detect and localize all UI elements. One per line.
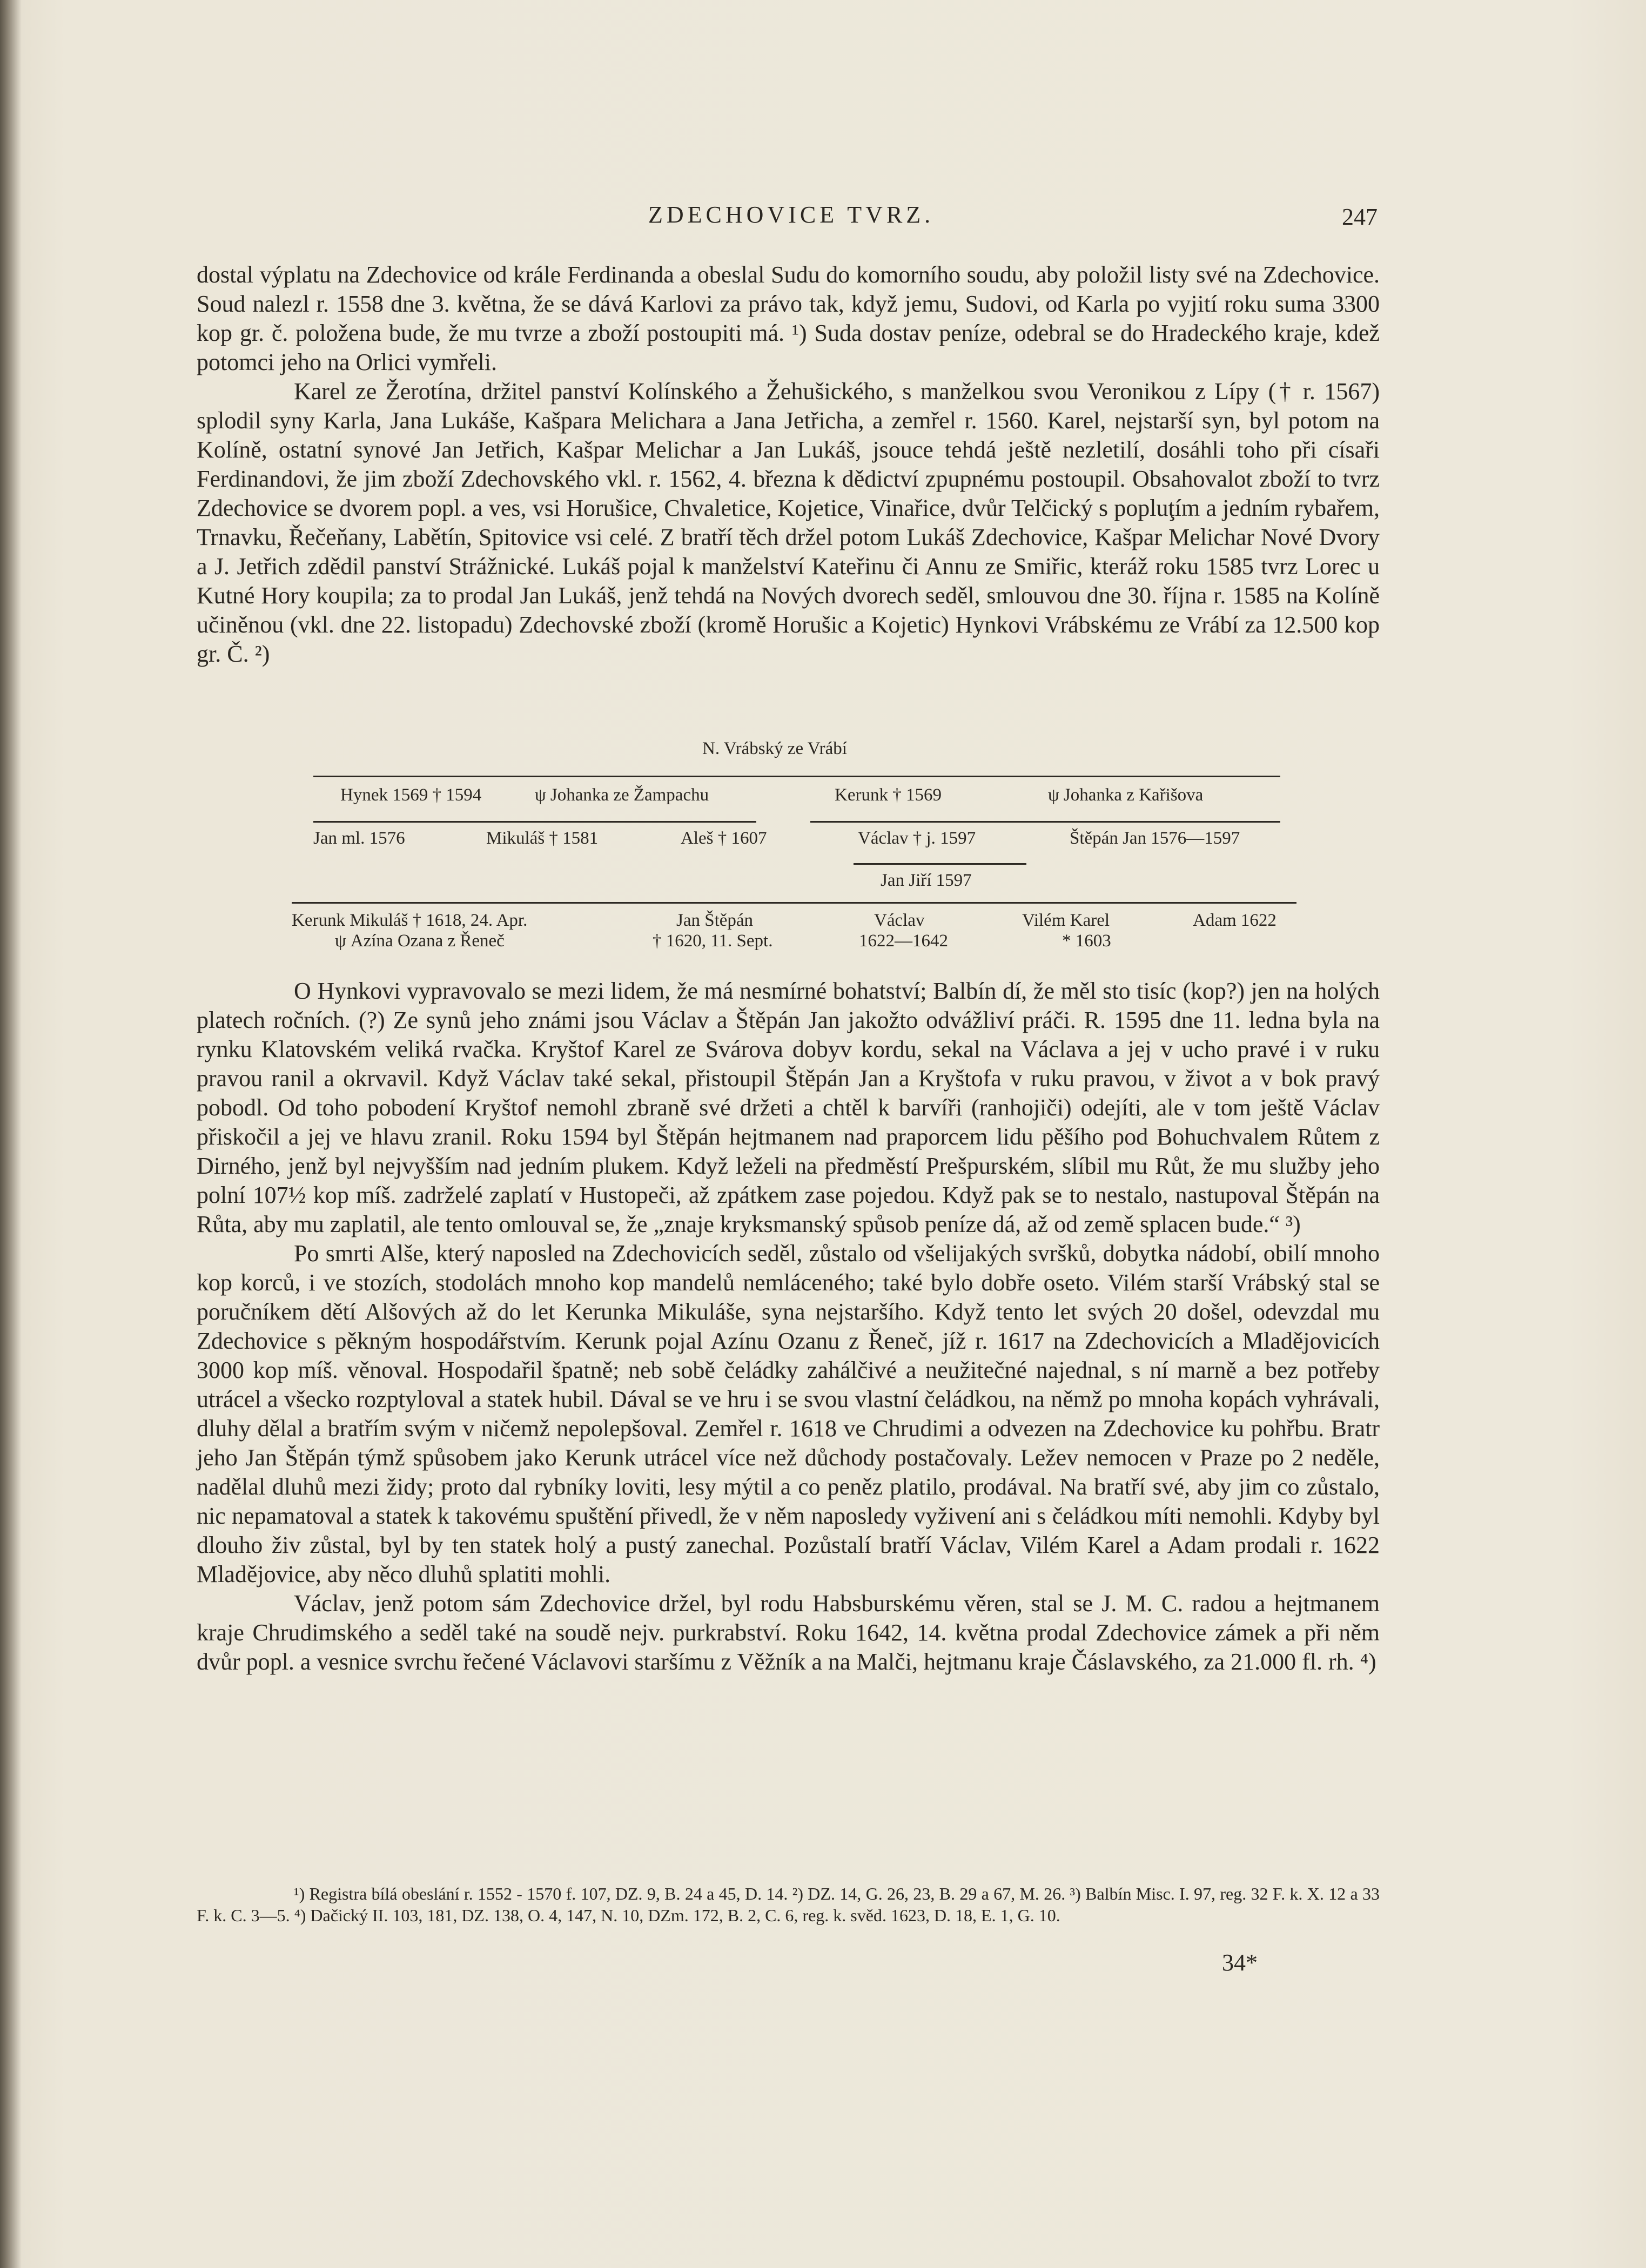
paragraph: O Hynkovi vypravovalo se mezi lidem, že má nesmírné bohatství; Balbín dí, že měl sto tisíc (kop?) jen na holých platech ročních. (?) Ze synů jeho známi jsou Václav a Štěpán Jan jakožto odvážliví práči. R. 1595 dne 11. ledna byla na rynku Klatovském veliká rvačka. Kryštof Karel ze Svárova dobyv kordu, sekal na Václava a jej v ucho pravé i v ruku pravou ranil a okrvavil. Když Václav také sekal, přistoupil Štěpán Jan a Kryštofa v ruku pravou, v život a v bok pravý pobodl. Od toho pobodení Kryštof nemohl zbraně své držeti a chtěl k barvíři (ranhojiči) odejíti, ale v tom ještě Václav přiskočil a jej ve hlavu zranil. Roku 1594 byl Štěpán hejtmanem nad praporcem lidu pěšího pod Bohuchvalem Růtem z Dirného, jenž byl nejvyšším nad jedním plukem. Když leželi na předměstí Prešpurském, slíbil mu Růt, že mu služby jeho polní 107½ kop míš. zadrželé zaplatí v Hustopeči, až zpátkem zase pojedou. Když pak se to nestalo, nastupoval Štěpán na Růta, aby mu zaplatil, ale tento omlouval se, že „znaje kryksmanský spůsob peníze dá, až od země splacen bude.“ ³)	[197, 978, 1380, 1237]
paragraph: dostal výplatu na Zdechovice od krále Ferdinanda a obeslal Sudu do komorního soudu, aby položil listy své na Zdechovice. Soud nalezl r. 1558 dne 3. května, že se dává Karlovi za právo tak, když jemu, Sudovi, od Karla po vyjití roku suma 3300 kop gr. č. položena bude, že mu tvrze a zboží postoupiti má. ¹) Suda dostav peníze, odebral se do Hradeckého kraje, kdež potomci jeho na Orlici vymřeli.	[197, 261, 1380, 375]
genealogy-person: Hynek 1569 † 1594	[340, 785, 482, 805]
genealogy-person: Adam 1622	[1193, 911, 1277, 930]
body-text-upper	[197, 260, 1380, 669]
genealogy-person: Štěpán Jan 1576—1597	[1070, 829, 1240, 848]
genealogy-person: * 1603	[1062, 931, 1111, 951]
genealogy-person: Mikuláš † 1581	[486, 829, 599, 848]
genealogy-person: Jan Jiří 1597	[881, 871, 972, 890]
page-header	[194, 201, 1378, 235]
genealogy-root: N. Vrábský ze Vrábí	[702, 739, 847, 758]
genealogy-rule	[292, 902, 1296, 904]
genealogy-rule	[313, 821, 756, 823]
genealogy-person: Aleš † 1607	[681, 829, 767, 848]
genealogy-person: Jan Štěpán	[676, 911, 754, 930]
footnote-text: ¹) Registra bílá obeslání r. 1552 - 1570 f. 107, DZ. 9, B. 24 a 45, D. 14. ²) DZ. 14, G. 26, 23, B. 29 a 67, M. 26. ³) Balbín Misc. I. 97, reg. 32 F. k. X. 12 a 33 F. k. C. 3—5. ⁴) Dačický II. 103, 181, DZ. 138, O. 4, 147, N. 10, DZm. 172, B. 2, C. 6, reg. k. svěd. 1623, D. 18, E. 1, G. 10.	[197, 1884, 1380, 1925]
genealogy-person: Václav † j. 1597	[858, 829, 976, 848]
genealogy-person: Václav	[874, 911, 925, 930]
footnotes	[197, 1883, 1380, 1926]
body-text-lower	[197, 977, 1380, 1677]
page-number: 247	[1342, 204, 1378, 230]
genealogy-person: † 1620, 11. Sept.	[653, 931, 773, 951]
genealogy-person: Vilém Karel	[1022, 911, 1110, 930]
paragraph: Václav, jenž potom sám Zdechovice držel, byl rodu Habsburskému věren, stal se J. M. C. radou a hejtmanem kraje Chrudimského a seděl také na soudě nejv. purkrabství. Roku 1642, 14. května prodal Zdechovice zámek a při něm dvůr popl. a vesnice svrchu řečené Václavovi staršímu z Věžník a na Malči, hejtmanu kraje Čáslavského, za 21.000 fl. rh. ⁴)	[197, 1590, 1380, 1675]
genealogy-person: 1622—1642	[859, 931, 948, 951]
genealogy-person: Kerunk Mikuláš † 1618, 24. Apr.	[292, 911, 528, 930]
genealogy-table	[292, 739, 1296, 955]
genealogy-rule	[854, 863, 1026, 865]
paragraph: Po smrti Alše, který naposled na Zdechovicích seděl, zůstalo od všelijakých svršků, dobytka nádobí, obilí mnoho kop korců, i ve stozích, stodolách mnoho kop mandelů nemláceného; také bylo dobře oseto. Vilém starší Vrábský stal se poručníkem dětí Alšových až do let Kerunka Mikuláše, syna nejstaršího. Když tento let svých 20 došel, odevzdal mu Zdechovice s pěkným hospodářstvím. Kerunk pojal Azínu Ozanu z Řeneč, jíž r. 1617 na Zdechovicích a Mladějovicích 3000 kop míš. věnoval. Hospodařil špatně; neb sobě čeládky zahálčivé a neužitečné najednal, s ní marně a bez potřeby utrácel a všecko rozptyloval a statek hubil. Dával se ve hru i se svou vlastní čeládkou, na němž po mnoha kopách vyhrávali, dluhy dělal a bratřím svým v ničemž nepolepšoval. Zemřel r. 1618 ve Chrudimi a odvezen na Zdechovice ku pohřbu. Bratr jeho Jan Štěpán týmž spůsobem jako Kerunk utrácel více než důchody postačovaly. Ležev nemocen v Praze po 2 neděle, nadělal dluhů mezi židy; proto dal rybníky loviti, lesy mýtil a co peněz platilo, prodával. Na bratří své, aby jim co zůstalo, nic nepamatoval a statek k takovému spuštění přivedl, že v něm naposledy vyživení ani s čeládkou míti nemohli. Kdyby byl dlouho živ zůstal, byl by ten statek holý a pustý zanechal. Pozůstalí bratří Václav, Vilém Karel a Adam prodali r. 1622 Mladějovice, aby něco dluhů splatiti mohli.	[197, 1240, 1380, 1587]
paragraph: Karel ze Žerotína, držitel panství Kolínského a Žehušického, s manželkou svou Veronikou z Lípy († r. 1567) splodil syny Karla, Jana Lukáše, Kašpara Melichara a Jana Jetřicha, a zemřel r. 1560. Karel, nejstarší syn, byl potom na Kolíně, ostatní synové Jan Jetřich, Kašpar Melichar a Jan Lukáš, jsouce tehdá ještě nezletilí, dosáhli toho při císaři Ferdinandovi, že jim zboží Zdechovského vkl. r. 1562, 4. března k dědictví zpupnému postoupil. Obsahovalot zboží to tvrz Zdechovice se dvorem popl. a ves, vsi Horušice, Chvaletice, Kojetice, Vinařice, dvůr Telčický s popluţím a jedním rybařem, Trnavku, Řečeňany, Labětín, Spitovice vsi celé. Z bratří těch držel potom Lukáš Zdechovice, Kašpar Melichar Nové Dvory a J. Jetřich zdědil panství Strážnické. Lukáš pojal k manželství Kateřinu či Annu ze Smiřic, kteráž roku 1585 tvrz Lorec u Kutné Hory koupila; za to prodal Jan Lukáš, jenž tehdá na Nových dvorech seděl, smlouvou dne 30. října r. 1585 na Kolíně učiněnou (vkl. dne 22. listopadu) Zdechovské zboží (kromě Horušic a Kojetic) Hynkovi Vrábskému ze Vrábí za 12.500 kop gr. Č. ²)	[197, 378, 1380, 667]
signature-mark: 34*	[1222, 1949, 1258, 1976]
genealogy-person: ψ Johanka z Kařišova	[1048, 785, 1204, 805]
running-title: ZDECHOVICE TVRZ.	[648, 201, 935, 228]
genealogy-person: ψ Johanka ze Žampachu	[535, 785, 709, 805]
genealogy-person: ψ Azína Ozana z Řeneč	[335, 931, 505, 951]
genealogy-person: Jan ml. 1576	[313, 829, 405, 848]
genealogy-person: Kerunk † 1569	[835, 785, 942, 805]
genealogy-rule	[810, 821, 1280, 823]
genealogy-rule	[313, 776, 1280, 777]
